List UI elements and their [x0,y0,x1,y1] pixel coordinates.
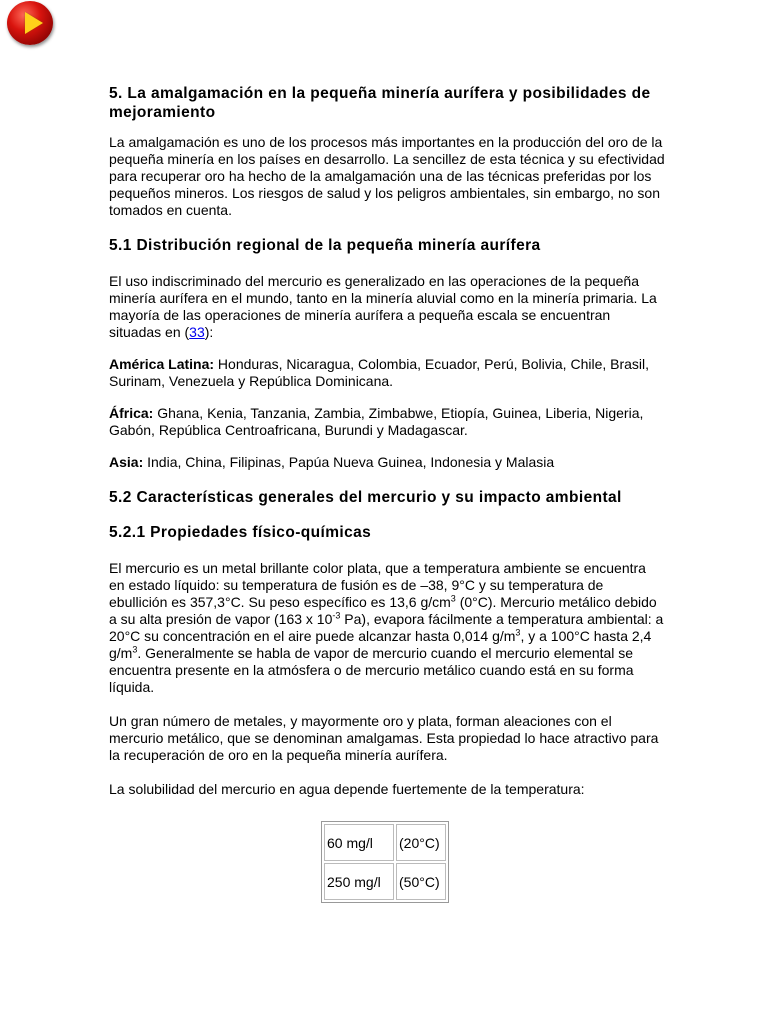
table-row [324,863,446,900]
table-cell-value: 250 mg/l [324,863,394,900]
region-africa: África: Ghana, Kenia, Tanzania, Zambia, Zimbabwe, Etiopía, Guinea, Liberia, Nigeria, Gabón, República Centroafricana, Burundi y Madagascar. [109,405,644,438]
section-5-heading: 5. La amalgamación en la pequeña minería aurífera y posibilidades de mejoramiento [109,85,651,121]
table-row [324,824,446,861]
table-cell-temp: (20°C) [396,824,446,861]
section-5-1-paragraph: El uso indiscriminado del mercurio es generalizado en las operaciones de la pequeña minería aurífera en el mundo, tanto en la minería aluvial como en la minería primaria. La mayoría de las operaciones de minería aurífera a pequeña escala se encuentran situadas en (33): [109,273,657,340]
solubility-table [321,821,449,903]
region-label: Asia: [109,454,144,470]
region-asia: Asia: India, China, Filipinas, Papúa Nueva Guinea, Indonesia y Malasia [109,454,555,470]
reference-link-33[interactable]: 33 [189,324,205,340]
region-latin-america: América Latina: Honduras, Nicaragua, Colombia, Ecuador, Perú, Bolivia, Chile, Brasil, Surinam, Venezuela y República Dominicana. [109,356,650,389]
solubility-paragraph: La solubilidad del mercurio en agua depende fuertemente de la temperatura: [109,781,585,797]
region-label: África: [109,405,154,421]
table-cell-value: 60 mg/l [324,824,394,861]
amalgam-paragraph: Un gran número de metales, y mayormente oro y plata, forman aleaciones con el mercurio metálico, que se denominan amalgamas. Esta propiedad lo hace atractivo para la recuperación de oro en la pequeña minería aurífera. [109,713,659,763]
section-5-2-1-heading: 5.2.1 Propiedades físico-químicas [109,524,372,541]
document-body [109,84,665,903]
section-5-1-heading: 5.1 Distribución regional de la pequeña minería aurífera [109,237,541,254]
section-5-paragraph: La amalgamación es uno de los procesos más importantes en la producción del oro de la pequeña minería en los países en desarrollo. La sencillez de esta técnica y su efectividad para recuperar oro ha hecho de la amalgamación una de las técnicas preferidas por los pequeños mineros. Los riesgos de salud y los peligros ambientales, sin embargo, no son tomados en cuenta. [109,134,665,218]
region-label: América Latina: [109,356,215,372]
table-cell-temp: (50°C) [396,863,446,900]
play-arrow-icon [25,12,43,34]
play-button[interactable] [7,1,53,45]
section-5-2-heading: 5.2 Características generales del mercurio y su impacto ambiental [109,489,622,506]
mercury-properties-paragraph: El mercurio es un metal brillante color plata, que a temperatura ambiente se encuentra en estado líquido: su temperatura de fusión es de –38, 9°C y su temperatura de ebullición es 357,3°C. Su peso específico es 13,6 $g/cm^3$ (0°C). Mercurio metálico debido a su alta presión de vapor (163 x $10^{-3}$ Pa), evapora fácilmente a temperatura ambiental: a 20°C su concentración en el aire puede alcanzar hasta 0,014 $g/m^3$, y a 100°C hasta 2,4 $g/m^3$. Generalmente se habla de vapor de mercurio cuando el mercurio elemental se encuentra presente en la atmósfera o de mercurio metálico cuando está en su forma líquida. [109,560,664,695]
